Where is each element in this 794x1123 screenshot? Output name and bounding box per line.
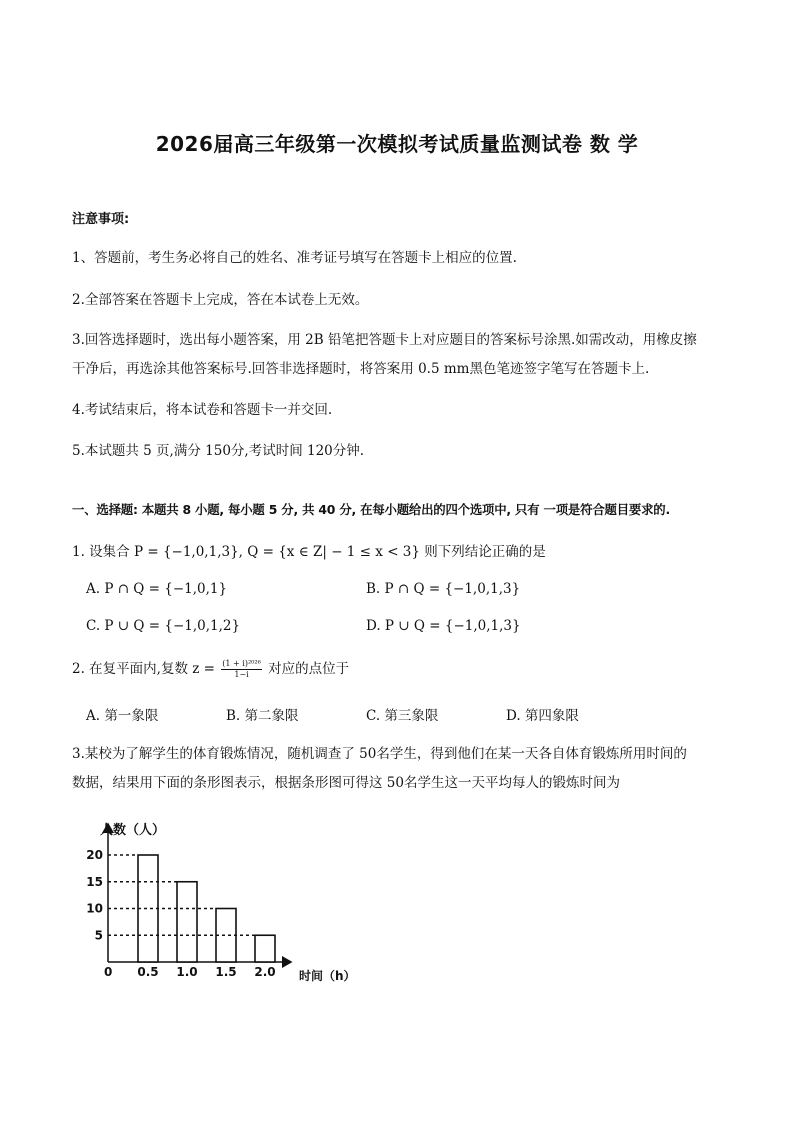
q1-option-d: D. P ∪ Q = {−1,0,1,3} xyxy=(366,618,521,634)
notice-item-1: 1、答题前，考生务必将自己的姓名、准考证号填写在答题卡上相应的位置. xyxy=(72,250,517,266)
q2-fraction xyxy=(221,659,262,680)
y-tick-label: 20 xyxy=(86,848,103,862)
q1-option-a: A. P ∩ Q = {−1,0,1} xyxy=(86,581,228,597)
notice-item-3-cont: 干净后，再选涂其他答案标号.回答非选择题时，将答案用 0.5 mm黑色笔迹签字笔写在答题卡上. xyxy=(72,361,650,377)
q2-option-b: B. 第二象限 xyxy=(226,708,299,724)
q2-fraction-denominator: 1−i xyxy=(234,670,249,679)
notice-item-2: 2.全部答案在答题卡上完成，答在本试卷上无效。 xyxy=(72,292,369,308)
x-tick-label: 0.5 xyxy=(137,965,159,979)
q1-option-c: C. P ∪ Q = {−1,0,1,2} xyxy=(86,618,241,634)
x-tick-label: 1.0 xyxy=(176,965,198,979)
y-tick-label: 10 xyxy=(86,901,103,916)
notice-item-5: 5.本试题共 5 页,满分 150分,考试时间 120分钟. xyxy=(72,443,365,459)
x-axis-label: 时间（h） xyxy=(299,969,356,983)
notice-item-3: 3.回答选择题时，选出每小题答案，用 2B 铅笔把答题卡上对应题目的答案标号涂黑.如需改动，用橡皮擦 xyxy=(72,332,697,348)
q2-fraction-numerator: (1 + i)²⁰²⁶ xyxy=(222,659,261,668)
page-title: 2026届高三年级第一次模拟考试质量监测试卷 数 学 xyxy=(155,132,639,156)
q2-stem xyxy=(72,657,732,680)
y-tick-label: 15 xyxy=(86,874,103,889)
bar-chart xyxy=(66,812,376,992)
q3-line-2: 数据，结果用下面的条形图表示，根据条形图可得这 50名学生这一天平均每人的锻炼时间为 xyxy=(72,775,620,791)
x-tick-label: 2.0 xyxy=(254,965,276,979)
notice-heading: 注意事项: xyxy=(72,212,130,227)
q2-option-a: A. 第一象限 xyxy=(86,708,159,724)
x-tick-label: 1.5 xyxy=(215,965,237,979)
y-tick-label: 5 xyxy=(94,928,103,943)
q2-option-c: C. 第三象限 xyxy=(366,708,439,724)
notice-item-4: 4.考试结束后，将本试卷和答题卡一并交回. xyxy=(72,402,333,418)
q1-option-b: B. P ∩ Q = {−1,0,1,3} xyxy=(366,581,521,597)
q1-stem: 1. 设集合 P = {−1,0,1,3}, Q = {x ∈ Z| − 1 ≤ x < 3} 则下列结论正确的是 xyxy=(72,544,546,560)
bar xyxy=(255,935,275,962)
y-axis-label: 人数（人） xyxy=(100,823,166,838)
q2-stem-after: 对应的点位于 xyxy=(268,661,350,677)
q3-line-1: 3.某校为了解学生的体育锻炼情况，随机调查了 50名学生，得到他们在某一天各自体育锻炼所用时间的 xyxy=(72,746,687,762)
q2-stem-before: 2. 在复平面内,复数 z = xyxy=(72,661,215,677)
section1-heading: 一、选择题: 本题共 8 小题, 每小题 5 分, 共 40 分, 在每小题给出的四个选项中, 只有 一项是符合题目要求的. xyxy=(72,502,670,517)
q2-option-d: D. 第四象限 xyxy=(506,708,579,724)
origin-label: 0 xyxy=(104,965,113,979)
bar xyxy=(177,882,197,962)
